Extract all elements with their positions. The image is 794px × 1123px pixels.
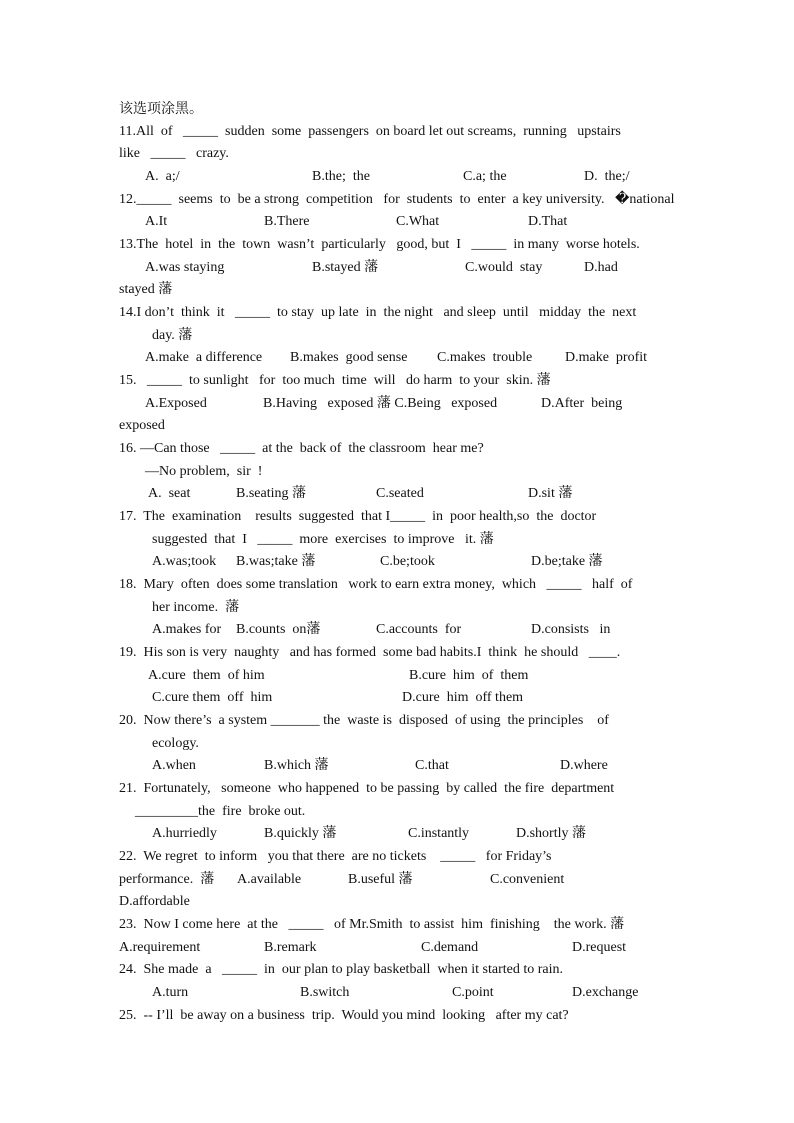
- q20-option-b: B.which 藩: [264, 758, 329, 773]
- q13-option-d-cont: stayed 藩: [119, 282, 173, 297]
- q11-option-c: C.a; the: [463, 169, 507, 184]
- q24-option-b: B.switch: [300, 985, 350, 1000]
- q21-option-b: B.quickly 藩: [264, 826, 337, 841]
- q14-option-c: C.makes trouble: [437, 350, 533, 365]
- q25-stem-line1: 25. -- I’ll be away on a business trip. Would you mind looking after my cat?: [119, 1008, 569, 1023]
- q17-option-b: B.was;take 藩: [236, 554, 316, 569]
- q19-option-b: B.cure him of them: [409, 668, 529, 683]
- q12-option-b: B.There: [264, 214, 310, 229]
- q22-option-b: B.useful 藩: [348, 872, 413, 887]
- q20-option-d: D.where: [560, 758, 608, 773]
- intro-text: 该选项涂黑。: [119, 101, 203, 117]
- q17-stem-line1: 17. The examination results suggested that I_____ in poor health,so the doctor: [119, 509, 597, 524]
- q14-option-a: A.make a difference: [145, 350, 263, 365]
- q16-option-b: B.seating 藩: [236, 486, 306, 501]
- q21-stem-line2: _________the fire broke out.: [135, 804, 306, 819]
- q17-option-a: A.was;took: [152, 554, 217, 569]
- q14-stem-line1: 14.I don’t think it _____ to stay up late in the night and sleep until midday the next: [119, 305, 637, 320]
- q15-option-d-cont: exposed: [119, 418, 165, 433]
- q14-stem-line2: day. 藩: [152, 328, 193, 343]
- q12-option-d: D.That: [528, 214, 568, 229]
- q11-option-b: B.the; the: [312, 169, 370, 184]
- q13-option-d: D.had: [584, 260, 618, 275]
- q20-option-a: A.when: [152, 758, 196, 773]
- q20-stem-line2: ecology.: [152, 736, 199, 751]
- q13-stem-line1: 13.The hotel in the town wasn’t particularly good, but I _____ in many worse hotels.: [119, 237, 640, 252]
- q23-option-c: C.demand: [421, 940, 479, 955]
- q19-option-a: A.cure them of him: [148, 668, 265, 683]
- q17-option-c: C.be;took: [380, 554, 435, 569]
- q21-stem-line1: 21. Fortunately, someone who happened to be passing by called the fire department: [119, 781, 615, 796]
- q24-option-c: C.point: [452, 985, 494, 1000]
- q11-stem-line1: 11.All of _____ sudden some passengers on board let out screams, running upstairs: [119, 124, 621, 139]
- q18-option-b: B.counts on藩: [236, 622, 321, 637]
- q21-option-d: D.shortly 藩: [516, 826, 586, 841]
- q15-option-a: A.Exposed: [145, 396, 207, 411]
- q18-stem-line1: 18. Mary often does some translation work to earn extra money, which _____ half of: [119, 577, 633, 592]
- q13-option-a: A.was staying: [145, 260, 225, 275]
- q16-option-a: A. seat: [148, 486, 191, 501]
- q20-stem-line1: 20. Now there’s a system _______ the waste is disposed of using the principles of: [119, 713, 609, 728]
- q22-stem-line2: performance. 藩: [119, 872, 215, 887]
- q16-stem-line2: —No problem, sir !: [145, 464, 263, 479]
- q11-option-d: D. the;/: [584, 169, 630, 184]
- q19-option-d: D.cure him off them: [402, 690, 524, 705]
- q24-option-a: A.turn: [152, 985, 189, 1000]
- q19-option-c: C.cure them off him: [152, 690, 273, 705]
- q21-option-a: A.hurriedly: [152, 826, 217, 841]
- q12-stem-line1: 12._____ seems to be a strong competition for students to enter a key university. �national: [119, 192, 675, 207]
- q24-stem-line1: 24. She made a _____ in our plan to play basketball when it started to rain.: [119, 962, 564, 977]
- q23-option-b: B.remark: [264, 940, 317, 955]
- q23-stem-line1: 23. Now I come here at the _____ of Mr.Smith to assist him finishing the work. 藩: [119, 917, 625, 932]
- q12-option-c: C.What: [396, 214, 440, 229]
- q11-stem-line2: like _____ crazy.: [119, 146, 229, 161]
- q11-option-a: A. a;/: [145, 169, 180, 184]
- q18-option-a: A.makes for: [152, 622, 222, 637]
- q13-option-b: B.stayed 藩: [312, 260, 379, 275]
- q17-option-d: D.be;take 藩: [531, 554, 603, 569]
- q22-option-c: C.convenient: [490, 872, 565, 887]
- q14-option-d: D.make profit: [565, 350, 648, 365]
- q21-option-c: C.instantly: [408, 826, 470, 841]
- q16-option-d: D.sit 藩: [528, 486, 573, 501]
- q18-option-d: D.consists in: [531, 622, 611, 637]
- q15-stem-line1: 15. _____ to sunlight for too much time will do harm to your skin. 藩: [119, 373, 551, 388]
- q16-option-c: C.seated: [376, 486, 424, 501]
- q13-option-c: C.would stay: [465, 260, 543, 275]
- q15-option-d: D.After being: [541, 396, 623, 411]
- q19-stem-line1: 19. His son is very naughty and has formed some bad habits.I think he should ____.: [119, 645, 621, 660]
- q23-option-d: D.request: [572, 940, 627, 955]
- q22-option-d: D.affordable: [119, 894, 190, 909]
- q22-stem-line1: 22. We regret to inform you that there are no tickets _____ for Friday’s: [119, 849, 552, 864]
- q20-option-c: C.that: [415, 758, 449, 773]
- q15-option-b-c: B.Having exposed 藩 C.Being exposed: [263, 396, 498, 411]
- q18-option-c: C.accounts for: [376, 622, 462, 637]
- q17-stem-line2: suggested that I _____ more exercises to improve it. 藩: [152, 532, 494, 547]
- q23-option-a: A.requirement: [119, 940, 201, 955]
- q22-option-a: A.available: [237, 872, 302, 887]
- q18-stem-line2: her income. 藩: [152, 600, 240, 615]
- q14-option-b: B.makes good sense: [290, 350, 408, 365]
- q24-option-d: D.exchange: [572, 985, 639, 1000]
- q12-option-a: A.It: [145, 214, 168, 229]
- q16-stem-line1: 16. —Can those _____ at the back of the classroom hear me?: [119, 441, 484, 456]
